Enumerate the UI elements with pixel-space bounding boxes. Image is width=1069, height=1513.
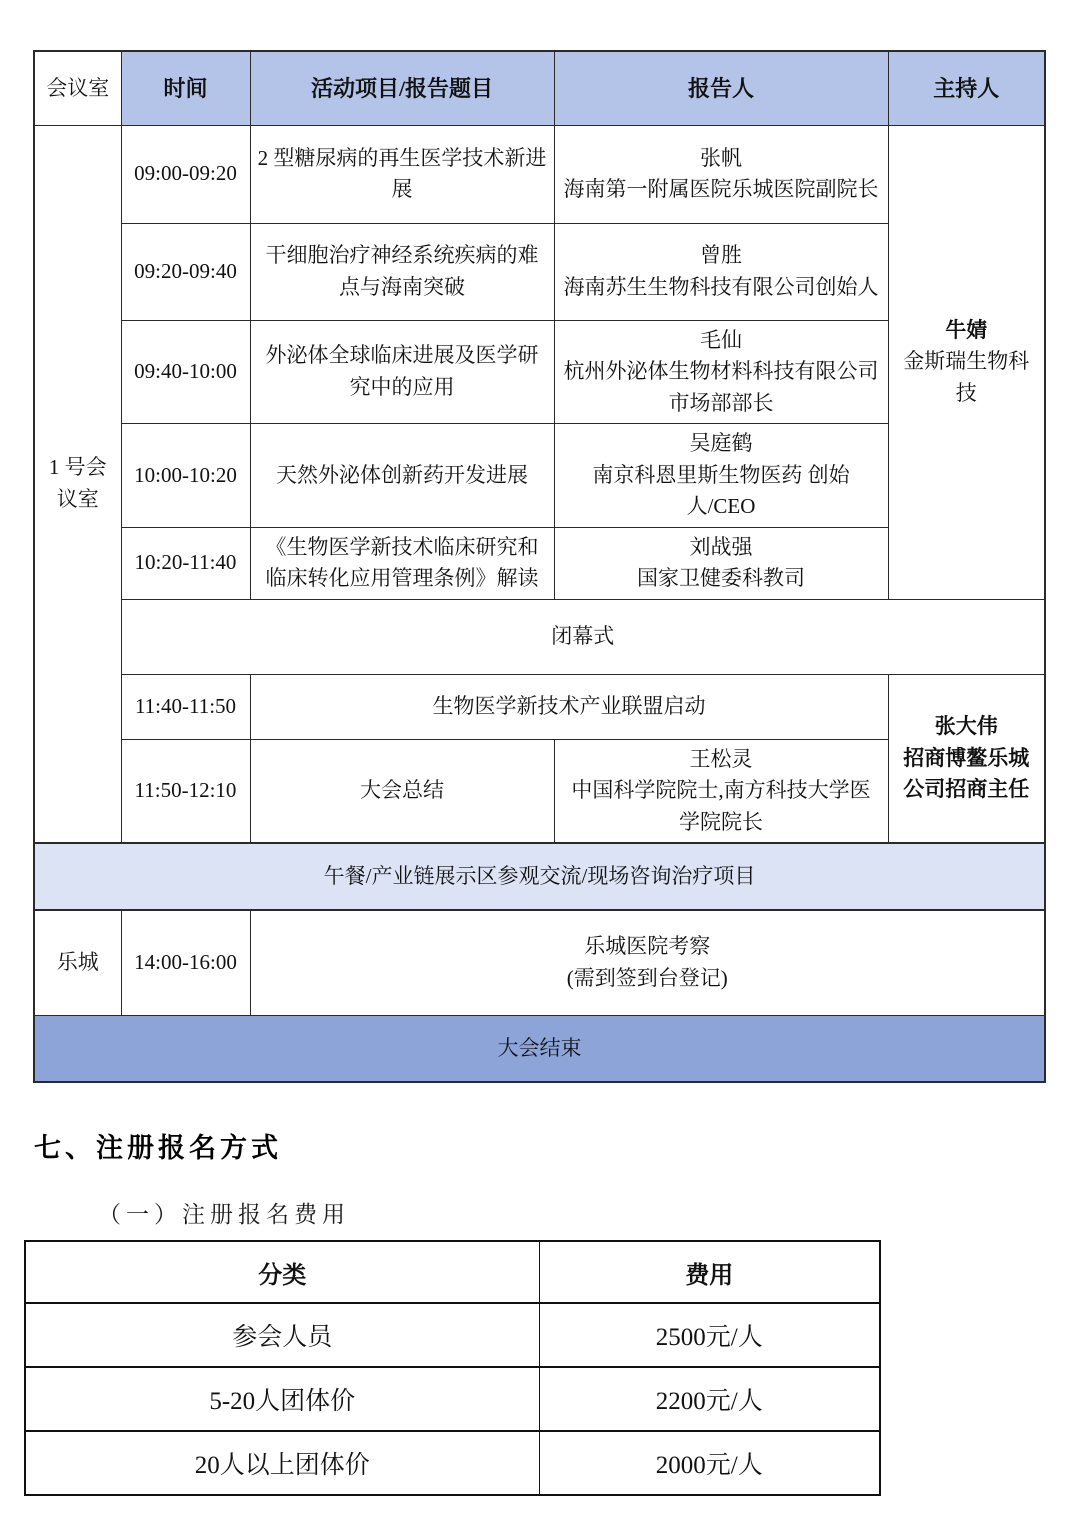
- alliance-time: 11:40-11:50: [121, 674, 250, 739]
- header-speaker: 报告人: [554, 51, 888, 125]
- session-5-speaker: [554, 527, 888, 599]
- summary-activity: 大会总结: [250, 739, 554, 843]
- speaker-affiliation: 中国科学院院士,南方科技大学医学院院长: [571, 778, 871, 834]
- session-5-activity: 《生物医学新技术临床研究和临床转化应用管理条例》解读: [250, 527, 554, 599]
- alliance-activity: 生物医学新技术产业联盟启动: [250, 674, 888, 739]
- fee-category: 参会人员: [25, 1303, 539, 1367]
- session-row-1: [34, 125, 1045, 223]
- session-2-time: 09:20-09:40: [121, 223, 250, 320]
- session-4-activity: 天然外泌体创新药开发进展: [250, 424, 554, 528]
- summary-speaker: [554, 739, 888, 843]
- session-3-activity: 外泌体全球临床进展及医学研究中的应用: [250, 320, 554, 424]
- session-4-time: 10:00-10:20: [121, 424, 250, 528]
- speaker-name: 王松灵: [689, 746, 753, 771]
- session-5-time: 10:20-11:40: [121, 527, 250, 599]
- speaker-affiliation: 杭州外泌体生物材料科技有限公司市场部部长: [563, 359, 879, 415]
- speaker-affiliation: 南京科恩里斯生物医药 创始人/CEO: [592, 462, 850, 518]
- site-visit-line2: (需到签到台登记): [566, 965, 728, 990]
- speaker-affiliation: 国家卫健委科教司: [637, 566, 805, 590]
- header-activity: 活动项目/报告题目: [250, 51, 554, 125]
- room-cell-lecheng: 乐城: [34, 910, 121, 1015]
- speaker-name: 刘战强: [689, 534, 753, 559]
- host-org: 金斯瑞生物科技: [903, 349, 1030, 405]
- session-3-speaker: [554, 320, 888, 424]
- host-morning-cell: [888, 125, 1045, 599]
- session-2-activity: 干细胞治疗神经系统疾病的难点与海南突破: [250, 223, 554, 320]
- site-visit-time: 14:00-16:00: [121, 910, 250, 1015]
- site-visit-row: [34, 910, 1045, 1015]
- fee-category: 20人以上团体价: [25, 1431, 539, 1495]
- host-name: 张大伟: [934, 714, 998, 738]
- session-3-time: 09:40-10:00: [121, 320, 250, 424]
- session-4-speaker: [554, 424, 888, 528]
- fee-category: 5-20人团体价: [25, 1367, 539, 1431]
- fee-header-fee: 费用: [539, 1241, 880, 1303]
- speaker-affiliation: 海南第一附属医院乐城医院副院长: [563, 177, 879, 201]
- fee-header-row: [25, 1241, 880, 1303]
- session-1-time: 09:00-09:20: [121, 125, 250, 223]
- speaker-name: 曾胜: [700, 243, 742, 267]
- lunch-cell: 午餐/产业链展示区参观交流/现场咨询治疗项目: [34, 843, 1045, 910]
- header-host: 主持人: [888, 51, 1045, 125]
- lunch-row: [34, 843, 1045, 910]
- alliance-launch-row: [34, 674, 1045, 739]
- header-time: 时间: [121, 51, 250, 125]
- session-1-speaker: [554, 125, 888, 223]
- room-cell-1: 1 号会议室: [34, 125, 121, 843]
- summary-time: 11:50-12:10: [121, 739, 250, 843]
- closing-ceremony-cell: 闭幕式: [121, 599, 1045, 674]
- section-title: 七、注册报名方式: [34, 1133, 282, 1163]
- fee-amount: 2000元/人: [539, 1431, 880, 1495]
- closing-ceremony-row: [34, 599, 1045, 674]
- conference-end-cell: 大会结束: [34, 1015, 1045, 1082]
- conference-end-row: [34, 1015, 1045, 1082]
- fee-row-3: [25, 1431, 880, 1495]
- fee-header-category: 分类: [25, 1241, 539, 1303]
- site-visit-activity: [250, 910, 1045, 1015]
- session-1-activity: 2 型糖尿病的再生医学技术新进展: [250, 125, 554, 223]
- schedule-table: [33, 50, 1046, 1083]
- fee-row-2: [25, 1367, 880, 1431]
- speaker-affiliation: 海南苏生生物科技有限公司创始人: [563, 274, 879, 299]
- subsection-title: （一）注册报名费用: [98, 1202, 350, 1227]
- fee-amount: 2500元/人: [539, 1303, 880, 1367]
- speaker-name: 张帆: [700, 145, 742, 170]
- speaker-name: 吴庭鹤: [689, 431, 753, 455]
- speaker-name: 毛仙: [700, 327, 742, 352]
- host-closing-cell: [888, 674, 1045, 843]
- host-org: 招商博鳌乐城公司招商主任: [903, 745, 1030, 801]
- host-name: 牛婧: [945, 317, 988, 342]
- fee-table: [24, 1240, 881, 1496]
- schedule-header-row: [34, 51, 1045, 125]
- fee-row-1: [25, 1303, 880, 1367]
- site-visit-line1: 乐城医院考察: [584, 934, 711, 959]
- session-2-speaker: [554, 223, 888, 320]
- fee-amount: 2200元/人: [539, 1367, 880, 1431]
- header-room: 会议室: [34, 51, 121, 125]
